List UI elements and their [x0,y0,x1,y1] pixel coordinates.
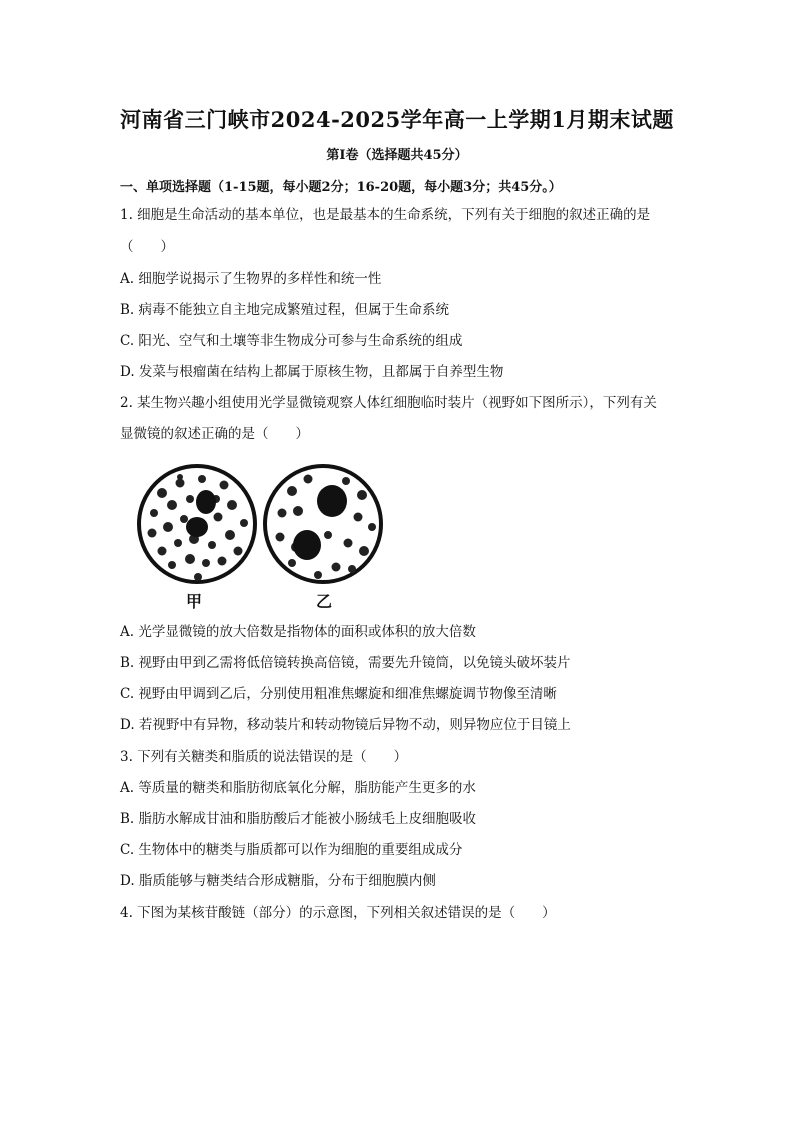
paper-section-subtitle: 第Ⅰ卷（选择题共45分） [326,148,468,163]
exam-title: 河南省三门峡市2024-2025学年高一上学期1月期末试题 [120,107,674,132]
field-jia-large-cell [196,490,216,514]
field-jia-large-cell-2 [186,517,208,537]
field-yi-large-cell [317,485,347,517]
question-2-option-b: B. 视野由甲到乙需将低倍镜转换高倍镜，需要先升镜筒，以免镜头破坏装片 [120,655,571,671]
question-3-option-a: A. 等质量的糖类和脂肪彻底氧化分解，脂肪能产生更多的水 [120,780,476,796]
question-1-stem-blank: （ ） [120,239,174,255]
question-1-option-c: C. 阳光、空气和土壤等非生物成分可参与生命系统的组成 [120,333,463,349]
question-1-stem: 1. 细胞是生命活动的基本单位，也是最基本的生命系统，下列有关于细胞的叙述正确的是 [120,207,651,223]
section-heading: 一、单项选择题（1-15题，每小题2分；16-20题，每小题3分；共45分。） [120,180,562,195]
question-3-option-c: C. 生物体中的糖类与脂质都可以作为细胞的重要组成成分 [120,842,463,858]
figure-label-jia: 甲 [186,592,203,611]
question-2-option-d: D. 若视野中有异物，移动装片和转动物镜后异物不动，则异物应位于目镜上 [120,717,571,733]
question-3-stem: 3. 下列有关糖类和脂质的说法错误的是（ ） [120,749,408,765]
question-1-option-a: A. 细胞学说揭示了生物界的多样性和统一性 [120,271,382,287]
question-2-stem-cont: 显微镜的叙述正确的是（ ） [120,426,309,442]
field-yi-large-cell-2 [293,530,321,560]
microscope-fields-drawing [132,455,392,615]
figure-label-yi: 乙 [316,592,333,611]
question-4-stem: 4. 下图为某核苷酸链（部分）的示意图，下列相关叙述错误的是（ ） [120,905,556,921]
question-1-option-b: B. 病毒不能独立自主地完成繁殖过程，但属于生命系统 [120,302,450,318]
question-3-option-b: B. 脂肪水解成甘油和脂肪酸后才能被小肠绒毛上皮细胞吸收 [120,811,477,827]
question-1-option-d: D. 发菜与根瘤菌在结构上都属于原核生物，且都属于自养型生物 [120,364,504,380]
microscope-field-figure [132,455,392,615]
question-3-option-d: D. 脂质能够与糖类结合形成糖脂，分布于细胞膜内侧 [120,873,436,889]
question-2-stem: 2. 某生物兴趣小组使用光学显微镜观察人体红细胞临时装片（视野如下图所示），下列有关 [120,395,657,411]
question-2-option-a: A. 光学显微镜的放大倍数是指物体的面积或体积的放大倍数 [120,624,476,640]
question-2-option-c: C. 视野由甲调到乙后，分别使用粗准焦螺旋和细准焦螺旋调节物像至清晰 [120,686,557,702]
field-yi-circle [265,466,381,582]
